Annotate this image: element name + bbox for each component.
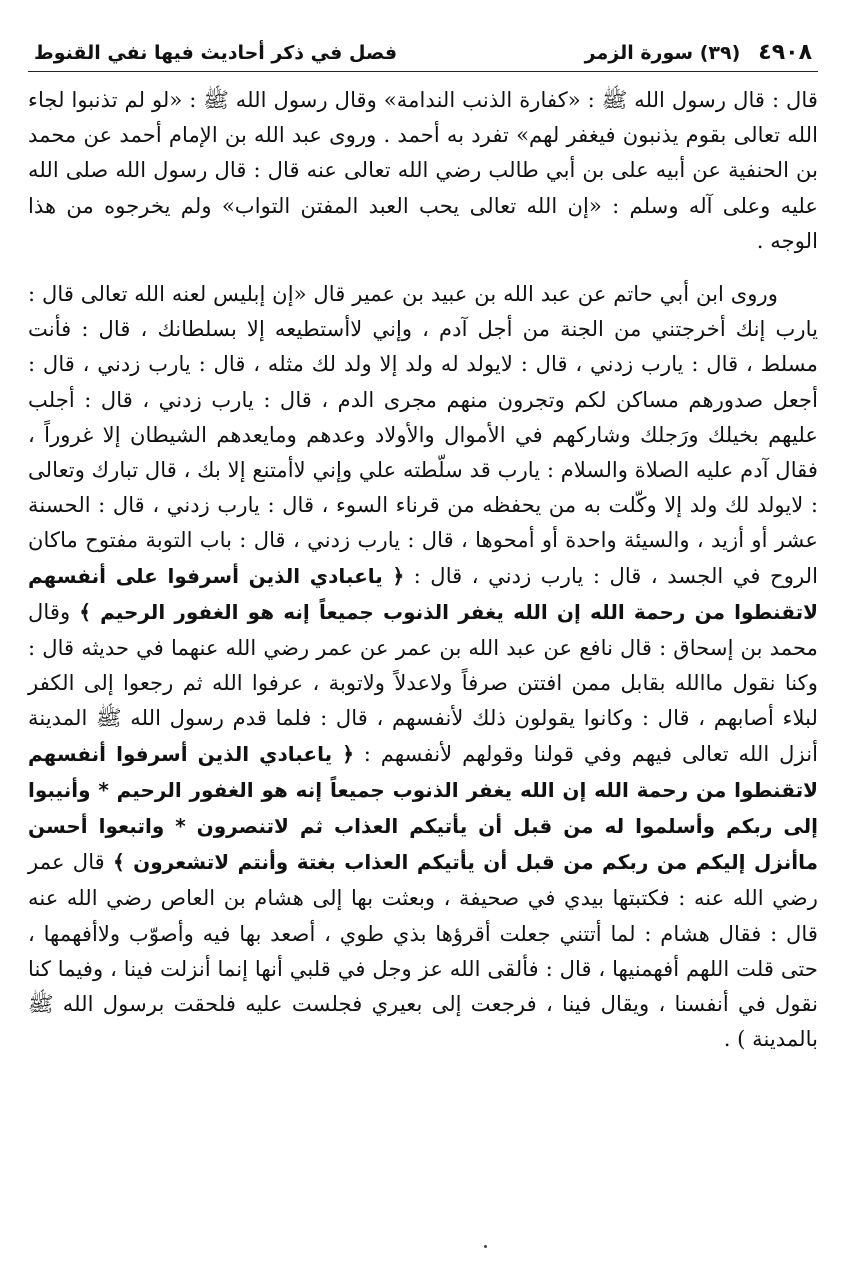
- text-segment: قال عمر رضي الله عنه : فكتبتها بيدي في صحيفة ، وبعثت بها إلى هشام بن العاص رضي الله عنه قال : فقال هشام : لما أتتني جعلت أقرؤها بذي طوي ، أصعد بها فيه وأصوّب ولاأفهمها ، حتى قلت اللهم أفهمنيها ، قال : فألقى الله عز وجل في قلبي أنها إنما أنزلت فينا ، وفيما كنا نقول في أنفسنا ، ويقال فينا ، فرجعت إلى بعيري فجلست عليه فلحقت برسول الله ﷺ بالمدينة ) .: [28, 849, 818, 1052]
- page-header: [28, 40, 818, 72]
- header-right: [585, 40, 812, 65]
- quran-verse: ﴿ ياعبادي الذين أسرفوا أنفسهم لاتقنطوا من رحمة الله إن الله يغفر الذنوب جميعاً إنه هو الغفور الرحيم * وأنيبوا إلى ربكم وأسلموا له من قبل أن يأتيكم العذاب ثم لاتنصرون * واتبعوا أحسن ماأنزل إليكم من ربكم من قبل أن يأتيكم العذاب بغتة وأنتم لاتشعرون ﴾: [28, 741, 818, 875]
- body-text: [28, 82, 818, 1056]
- text-segment: وقال محمد بن إسحاق : قال نافع عن عبد الله بن عمر عن عمر رضي الله عنهما في حديثه قال : وكنا نقول ماالله بقابل ممن افتتن صرفاً ولاعدلاً ولاتوبة ، عرفوا الله ثم رجعوا إلى الكفر لبلاء أصابهم ، قال : وكانوا يقولون ذلك لأنفسهم ، قال : فلما قدم رسول الله ﷺ المدينة أنزل الله تعالى فيهم وفي قولنا وقولهم لأنفسهم :: [28, 598, 818, 766]
- text-segment: وروى ابن أبي حاتم عن عبد الله بن عبيد بن عمير قال «إن إبليس لعنه الله تعالى قال : يارب إنك أخرجتني من الجنة من أجل آدم ، وإني لاأستطيعه إلا بسلطانك ، قال : فأنت مسلط ، قال : يارب زدني ، قال : لايولد له ولد إلا ولد لك مثله ، قال : يارب زدني ، قال : أجعل صدورهم مساكن لكم وتجرون منهم مجرى الدم ، قال : يارب زدني ، قال : أجلب عليهم بخيلك ورَجلك وشاركهم في الأموال والأولاد وعدهم ومايعدهم الشيطان إلا غروراً ، فقال آدم عليه الصلاة والسلام : يارب قد سلّطته علي وإني لاأمتنع إلا بك ، قال تبارك وتعالى : لايولد لك ولد إلا وكّلت به من يحفظه من قرناء السوء ، قال : يارب زدني ، قال : الحسنة عشر أو أزيد ، والسيئة واحدة أو أمحوها ، قال : يارب زدني ، قال : باب التوبة مفتوح ماكان الروح في الجسد ، قال : يارب زدني ، قال :: [28, 281, 818, 588]
- paragraph: [28, 82, 818, 258]
- quran-verse: ﴿ ياعبادي الذين أسرفوا على أنفسهم لاتقنطوا من رحمة الله إن الله يغفر الذنوب جميعاً إنه هو الغفور الرحيم ﴾: [28, 563, 818, 624]
- page-number: ٤٩٠٨: [758, 40, 812, 65]
- section-title: فصل في ذكر أحاديث فيها نفي القنوط: [34, 42, 398, 64]
- book-page: [28, 40, 818, 1056]
- paragraph: [28, 276, 818, 1056]
- page-mark: [484, 1245, 487, 1248]
- text-segment: قال : قال رسول الله ﷺ : «كفارة الذنب الندامة» وقال رسول الله ﷺ : «لو لم تذنبوا لجاء الله تعالى بقوم يذنبون فيغفر لهم» تفرد به أحمد . وروى عبد الله بن الإمام أحمد عن محمد بن الحنفية عن أبيه على بن أبي طالب رضي الله تعالى عنه قال : قال رسول الله صلى الله عليه وعلى آله وسلم : «إن الله تعالى يحب العبد المفتن التواب» ولم يخرجوه من هذا الوجه .: [28, 87, 818, 253]
- surah-name: (٣٩) سورة الزمر: [584, 42, 741, 64]
